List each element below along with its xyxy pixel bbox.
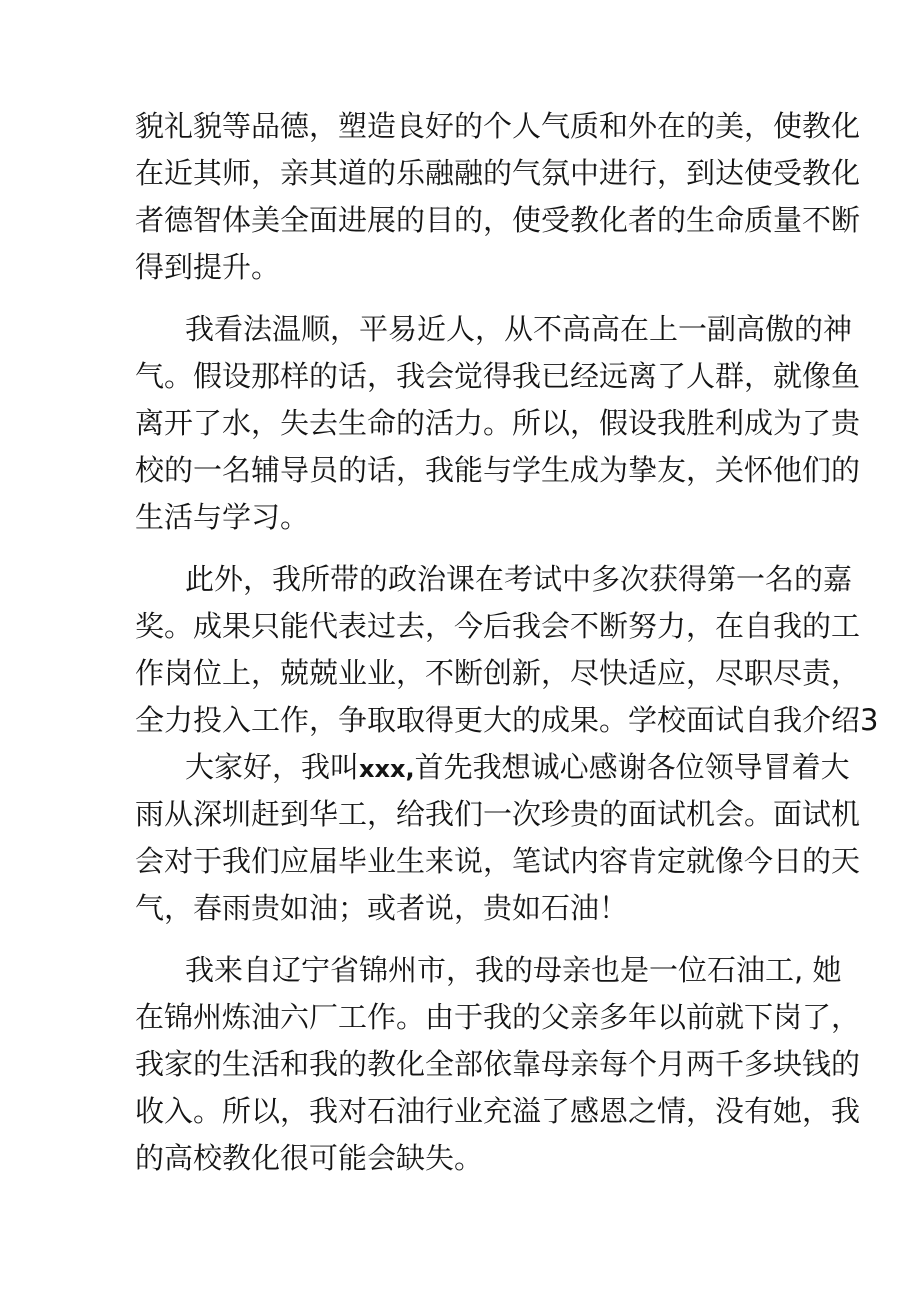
text-line: 奖。成果只能代表过去，今后我会不断努力，在自我的工 xyxy=(135,609,861,643)
text-line: 离开了水，失去生命的活力。所以，假设我胜利成为了贵 xyxy=(135,406,861,440)
text-line: 全力投入工作，争取取得更大的成果。学校面试自我介绍3 xyxy=(135,703,879,737)
text-line: 我来自辽宁省锦州市，我的母亲也是一位石油工, 她 xyxy=(185,953,842,987)
paragraph-5 xyxy=(135,947,861,1182)
text-line: 气，春雨贵如油；或者说，贵如石油！ xyxy=(135,891,629,925)
document-body xyxy=(135,103,879,1182)
text-line xyxy=(135,744,850,791)
text-line: 气。假设那样的话，我会觉得我已经远离了人群，就像鱼 xyxy=(135,359,861,393)
text-line: 雨从深圳赶到华工，给我们一次珍贵的面试机会。面试机 xyxy=(135,797,861,831)
text-line: 校的一名辅导员的话，我能与学生成为挚友，关怀他们的 xyxy=(135,453,861,487)
text-line: 我看法温顺，平易近人，从不高高在上一副高傲的神 xyxy=(185,312,853,346)
text-line: 收入。所以，我对石油行业充溢了感恩之情，没有她，我 xyxy=(135,1094,861,1128)
text-line: 我家的生活和我的教化全部依靠母亲每个月两千多块钱的 xyxy=(135,1047,861,1081)
text-line: 的高校教化很可能会缺失。 xyxy=(135,1141,484,1175)
text-line: 生活与学习。 xyxy=(135,500,310,534)
text-line: 在锦州炼油六厂工作。由于我的父亲多年以前就下岗了， xyxy=(135,1000,861,1034)
text-run: 大家好，我叫 xyxy=(185,750,360,784)
text-line: 作岗位上，兢兢业业，不断创新，尽快适应，尽职尽责， xyxy=(135,656,861,690)
text-line: 此外，我所带的政治课在考试中多次获得第一名的嘉 xyxy=(185,562,853,596)
text-line: 在近其师，亲其道的乐融融的气氛中进行，到达使受教化 xyxy=(135,156,861,190)
paragraph-4 xyxy=(135,744,861,932)
paragraph-3 xyxy=(135,556,879,744)
text-run-bold: xxx, xyxy=(359,755,415,783)
text-line: 貌礼貌等品德，塑造良好的个人气质和外在的美，使教化 xyxy=(135,109,861,143)
text-line: 得到提升。 xyxy=(135,250,281,284)
text-line: 者德智体美全面进展的目的，使受教化者的生命质量不断 xyxy=(135,203,861,237)
text-line: 会对于我们应届毕业生来说，笔试内容肯定就像今日的天 xyxy=(135,844,861,878)
paragraph-1 xyxy=(135,103,861,291)
text-run: 首先我想诚心感谢各位领导冒着大 xyxy=(414,750,850,784)
paragraph-2 xyxy=(135,306,861,541)
